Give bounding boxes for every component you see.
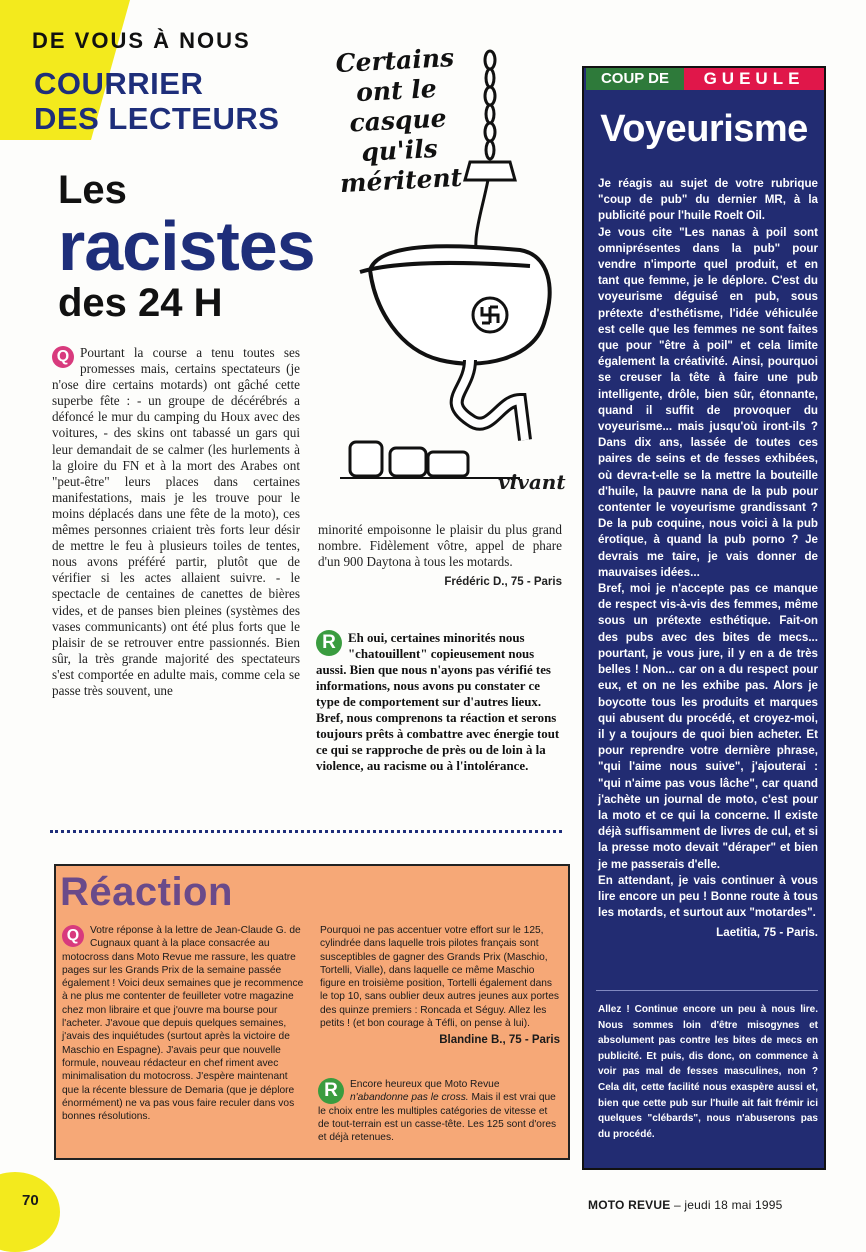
- reaction-reply-rest: Mais il est vrai que le choix entre les multiples catégories de vitesse et de tout-terrain est un casse-tête. Les 125 sont d'ores et déjà retenues.: [318, 1092, 557, 1144]
- article-headline: [58, 168, 315, 326]
- voyeurisme-divider: [596, 990, 818, 991]
- reaction-title: Réaction: [60, 870, 233, 914]
- voyeurisme-paragraph-2: Je vous cite "Les nanas à poil sont omniprésentes dans la pub" pour vendre n'importe quel produit, et en tant que femme, je le déplore. C'est du voyeurisme déguisé en pub, sous prétexte d'esthétisme, l'idée véhiculée est celle que les femmes ne sont faites que pour "être à poil" et cela limite également la créativité. Ainsi, pourquoi se creuser la tête à faire une pub intelligente, drôle, bien sûr, étonnante, quand il suffit de provoquer du voyeurisme... mais jusqu'où iront-ils ? Dans dix ans, lassée de toutes ces paires de seins et de fesses exhibées, où devra-t-elle se la mettre la bouteille d'huile, la pauvre nana de la pub pour contenter le voyeurisme grandissant ? De la pub coquine, nous voici à la pub érotique, à quand la pub porno ? Je devrais me taire, je vais donner de mauvaises idées...: [598, 225, 818, 579]
- voyeurisme-reply: Allez ! Continue encore un peu à nous lire. Nous sommes loin d'être misogynes et absolument pas contre les bites de mecs en publicité. Et puis, dis donc, on commence à voir pas mal de fesses masculines, non ? Cela dit, cette facilité nous exaspère aussi et, bien que cette pub sur l'huile ait fait frémir ici quelques "clébards", nous n'abuserons pas du procédé.: [598, 1004, 818, 1140]
- gueule-label: GUEULE: [684, 68, 824, 90]
- reaction-reply: [318, 1078, 560, 1144]
- voyeurisme-author: Laetitia, 75 - Paris.: [716, 926, 818, 940]
- chain-icon: [485, 51, 495, 159]
- headline-line1: Les: [58, 168, 127, 212]
- letter-column-2: [318, 522, 562, 590]
- section-divider: [50, 830, 562, 833]
- issue-date: – jeudi 18 mai 1995: [674, 1198, 783, 1212]
- headline-line2: racistes: [58, 207, 315, 285]
- section-title-line1: COURRIER: [34, 66, 204, 101]
- letter-column-1: [52, 345, 300, 699]
- reaction-text-2: Pourquoi ne pas accentuer votre effort sur le 125, cylindrée dans laquelle trois pilotes français sont susceptibles de gagner des Grands Prix (Maschio, Tortelli, Vialle), dans laquelle ce même Maschio figure en troisième position, Tortelli également dans le top 10, sans oublier deux autres jeunes aux portes des quinze premiers : Roncada et Séguy. Allez les petits ! (et bon courage à Téfli, on pense à lui).: [320, 925, 559, 1030]
- letter-author: Frédéric D., 75 - Paris: [444, 576, 562, 589]
- yellow-page-corner: [0, 1172, 60, 1252]
- voyeurisme-paragraph-4: En attendant, je vais continuer à vous lire encore un peu ! Bonne route à tous les motards, et surtout aux "motardes".: [598, 873, 818, 920]
- section-title: [34, 66, 279, 136]
- coup-de-label: COUP DE: [586, 68, 684, 90]
- reaction-reply-italic: n'abandonne pas le cross.: [350, 1092, 469, 1104]
- cartoonist-signature: vivant: [498, 470, 566, 494]
- letter-text-2: minorité empoisonne le plaisir du plus grand nombre. Fidèlement vôtre, appel de phare d'un 900 Daytona à tous les motards.: [318, 522, 562, 570]
- magazine-name: MOTO REVUE: [588, 1198, 671, 1212]
- headline-line3: des 24 H: [58, 281, 223, 325]
- reply-badge: R: [316, 630, 342, 656]
- section-kicker: DE VOUS À NOUS: [32, 28, 251, 53]
- reaction-question-badge: Q: [62, 925, 84, 947]
- voyeurisme-paragraph-3: Bref, moi je n'accepte pas ce manque de respect vis-à-vis des femmes, même sous un prétexte esthétique. Fait-on des pubs avec des bites de mecs... pourtant, je vous jure, il y en a de très belles ! Non... car on a du respect pour eux, et on ne les exhibe pas. Alors je boycotte tous les produits et marques qui abusent du procédé, et croyez-moi, il y a toujours de quoi bien acheter. Et pour reprendre votre dernière phrase, "qui l'aime nous suive", j'ajouterai : "qui n'aime pas vous lâche", car quand j'achète un journal de moto, c'est pour la moto et ce qui la concerne. Il existe déjà suffisamment de livres de cul, et si la presse moto devait "déraper" et bien je me passerais d'elle.: [598, 582, 818, 871]
- voyeurisme-paragraph-1: Je réagis au sujet de votre rubrique "coup de pub" du dernier MR, à la publicité pour l'huile Roelt Oil.: [598, 177, 818, 223]
- question-badge: Q: [52, 346, 74, 368]
- page-footer: [588, 1198, 783, 1212]
- reaction-reply-badge: R: [318, 1078, 344, 1104]
- page-number: 70: [22, 1192, 39, 1209]
- editor-reply: [316, 630, 562, 774]
- letter-text-1: Pourtant la course a tenu toutes ses promesses mais, certains spectateurs (je n'ose dire certains motards) ont gâché cette superbe fête : - un groupe de décérébrés a défoncé le mur du camping du Houx avec des voitures, - des skins ont tabassé un gars qui leur demandait de se calmer (les hurlements à la gloire du FN et à la mort des Arabes ont "peut-être" leurs places dans certaines manifestations, mais je les trouve pour le moins déplacés dans une fête de la moto), ces mêmes personnes criaient très forts leur désir de mettre le feu à plusieurs toiles de tentes, nous avons préféré partir, plutôt que de vérifier si les actes allaient suivre. - le spectacle de centaines de canettes de bières vides, et de panses bien pleines (systèmes des vases communicants) ont été plus forts que le plaisir de se retrouver entre passionnés. Bien sûr, la très grande majorité des spectateurs s'est comportée en adulte mais, comme cela se passe très souvent, une: [52, 345, 300, 698]
- reaction-text-1: Votre réponse à la lettre de Jean-Claude G. de Cugnaux quant à la place consacrée au motocross dans Moto Revue me rassure, les quatre pages sur les Grands Prix de la semaine passée également ! Voici deux semaines que je recommence à ne plus me contenter de feuilleter votre magazine chez mon libraire et que j'ouvre ma bourse pour l'acheter. J'avoue que depuis quelques semaines, j'avais des inquiétudes (surtout après la victoire de Maschio en Espagne). J'avais peur que nouvelle formule, nouveau rédacteur en chef riment avec minimalisation du motocross. J'espère maintenant que la récente blessure de Demaria (que je déplore énormément) ne va pas vous faire reculer dans vos bonnes résolutions.: [62, 925, 304, 1123]
- reaction-reply-intro: Encore heureux que Moto Revue: [350, 1079, 500, 1090]
- cartoon-caption: Certains ont le casque qu'ils méritent: [334, 43, 463, 199]
- reaction-author: Blandine B., 75 - Paris: [439, 1034, 560, 1047]
- reaction-column-1: [62, 924, 306, 1123]
- voyeurisme-title: Voyeurisme: [600, 108, 808, 150]
- editor-reply-text: Eh oui, certaines minorités nous "chatouillent" copieusement nous aussi. Bien que nous n'ayons pas vérifié tes informations, nous avons pu constater ce type de comportement sur d'autres lieux. Bref, nous comprenons ta réaction et serons toujours prêts à combattre avec énergie tout ce qui se rapproche de près ou de loin à la violence, au racisme ou à l'intolérance.: [316, 631, 560, 773]
- reaction-column-2: [320, 924, 560, 1048]
- voyeurisme-letter: [598, 176, 818, 942]
- section-title-line2: DES LECTEURS: [34, 101, 280, 136]
